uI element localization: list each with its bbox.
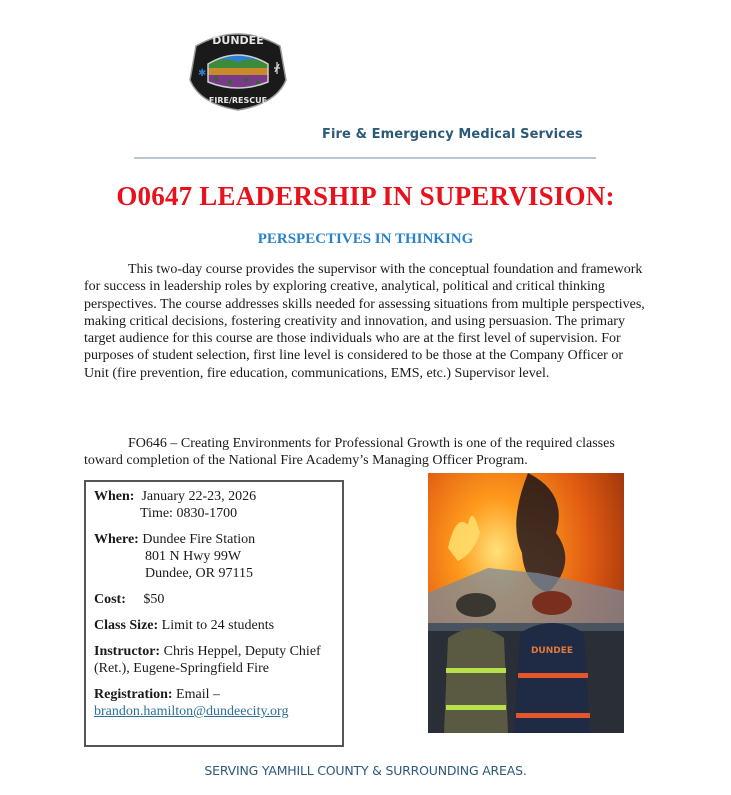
where-street: 801 N Hwy 99W [145,549,242,564]
instructor-value: Chris Heppel, Deputy Chief (Ret.), Eugene-Springfield Fire [94,644,321,676]
course-subtitle: PERSPECTIVES IN THINKING [257,231,474,247]
when-label: When: [94,489,135,504]
registration-label: Registration: [94,687,173,702]
registration-row [94,686,334,720]
where-name: Dundee Fire Station [142,532,256,547]
course-description-text: This two-day course provides the supervisor with the conceptual foundation and framework for success in leadership roles by exploring creative, analytical, political and critical thinking perspectives. The course addresses skills needed for assessing situations from multiple perspectives, making critical decisions, fostering creativity and innovation, and using persuasion. The primary target audience for this course are those individuals who are at the first level of supervision. For purposes of student selection, first line level is considered to be those at the Company Officer or Unit (fire prevention, fire education, communications, EMS, etc.) Supervisor level. [84,262,645,381]
prerequisite-note-text: FO646 – Creating Environments for Professional Growth is one of the required classes toward completion of the National Fire Academy’s Managing Officer Program. [84,436,615,469]
registration-email-link[interactable]: brandon.hamilton@dundeecity.org [94,704,289,719]
when-time: Time: 0830-1700 [140,506,238,521]
class-size-value: Limit to 24 students [161,618,275,633]
course-details-box [84,480,344,747]
prerequisite-note [84,435,650,470]
dundee-fire-rescue-logo [186,24,290,112]
instructor-row [94,643,334,677]
class-size-label: Class Size: [94,618,159,633]
course-title: O0647 LEADERSHIP IN SUPERVISION: [116,181,615,211]
cost-row [94,591,334,608]
logo-top-text: DUNDEE [212,34,264,47]
where-row [94,531,334,582]
where-city: Dundee, OR 97115 [145,566,253,581]
organization-tagline: Fire & Emergency Medical Services [322,127,583,142]
class-size-row [94,617,334,634]
when-date: January 22-23, 2026 [141,489,257,504]
logo-bottom-text: FIRE/RESCUE [208,96,268,105]
instructor-label: Instructor: [94,644,161,659]
cost-value: $50 [143,592,165,607]
header-divider [134,157,596,159]
footer-slogan: SERVING YAMHILL COUNTY & SURROUNDING AREAS. [204,763,527,778]
star-of-life-icon: ✱ [198,68,207,79]
firefighters-photo [428,473,624,733]
when-row [94,488,334,522]
jacket-text: DUNDEE [530,646,574,656]
where-label: Where: [94,532,139,547]
registration-value: Email – [176,687,220,702]
cost-label: Cost: [94,592,126,607]
course-description [84,261,650,382]
